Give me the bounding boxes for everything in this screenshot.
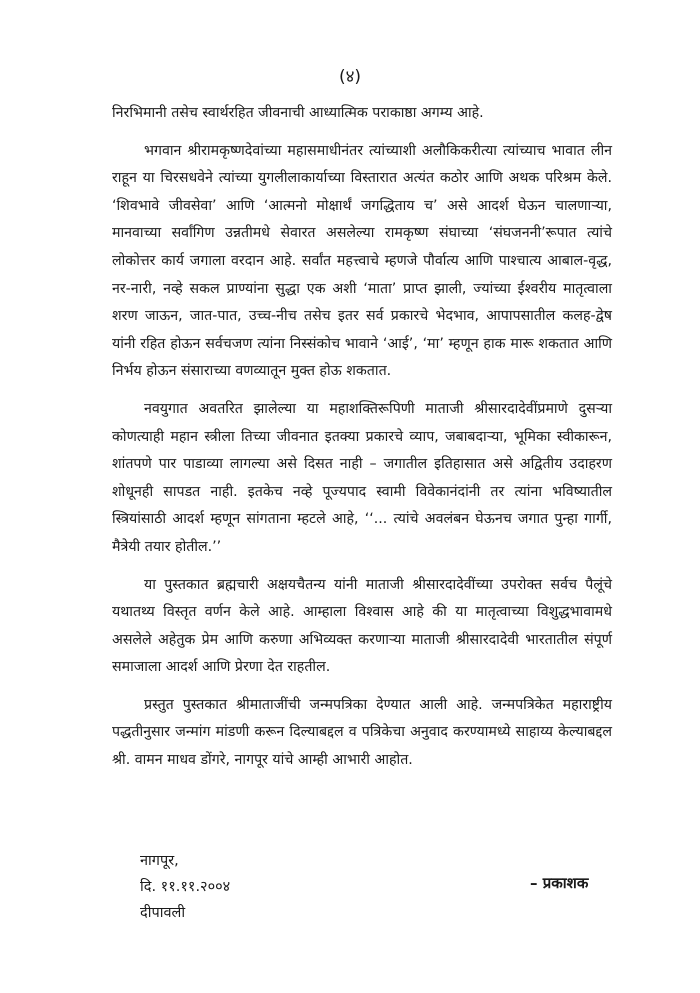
footer-block [140,848,230,926]
paragraph-1: निरभिमानी तसेच स्वार्थरहित जीवनाची आध्यात्मिक पराकाष्ठा अगम्य आहे. [112,105,484,121]
paragraph-3: नवयुगात अवतरित झालेल्या या महाशक्तिरूपिणी माताजी श्रीसारदादेवींप्रमाणे दुसऱ्या कोणत्याही महान स्त्रीला तिच्या जीवनात इतक्या प्रकारचे व्याप, जबाबदाऱ्या, भूमिका स्वीकारून, शांतपणे पार पाडाव्या लागल्या असे दिसत नाही – जगातील इतिहासात असे अद्वितीय उदाहरण शोधूनही सापडत नाही. इतकेच नव्हे पूज्यपाद स्वामी विवेकानंदांनी तर त्यांना भविष्यातील स्त्रियांसाठी आदर्श म्हणून सांगताना म्हटले आहे, ‘‘... त्यांचे अवलंबन घेऊनच जगात पुन्हा गार्गी, मैत्रेयी तयार होतील.’’ [112,400,612,555]
footer-place: नागपूर, [140,853,179,869]
publisher-signature: – प्रकाशक [530,874,589,892]
footer-occasion: दीपावली [140,905,186,921]
paragraph-4: या पुस्तकात ब्रह्मचारी अक्षयचैतन्य यांनी माताजी श्रीसारदादेवींच्या उपरोक्त सर्वच पैलूंचे यथातथ्य विस्तृत वर्णन केले आहे. आम्हाला विश्वास आहे की या मातृत्वाच्या विशुद्धभावामधे असलेले अहेतुक प्रेम आणि करुणा अभिव्यक्त करणाऱ्या माताजी श्रीसारदादेवी भारतातील संपूर्ण समाजाला आदर्श आणि प्रेरणा देत राहतील. [112,576,612,676]
body-text [112,100,612,785]
footer-date: दि. ११.११.२००४ [140,879,231,895]
paragraph-5: प्रस्तुत पुस्तकात श्रीमाताजींची जन्मपत्रिका देण्यात आली आहे. जन्मपत्रिकेत महाराष्ट्रीय पद्धतीनुसार जन्मांग मांडणी करून दिल्याबद्दल व पत्रिकेचा अनुवाद करण्यामध्ये साहाय्य केल्याबद्दल श्री. वामन माधव डोंगरे, नागपूर यांचे आम्ही आभारी आहोत. [112,696,612,769]
paragraph-2: भगवान श्रीरामकृष्णदेवांच्या महासमाधीनंतर त्यांच्याशी अलौकिकरीत्या त्यांच्याच भावात लीन राहून या चिरसधवेने त्यांच्या युगलीलाकार्याच्या विस्तारात अत्यंत कठोर आणि अथक परिश्रम केले. ‘शिवभावे जीवसेवा’ आणि ‘आत्मनो मोक्षार्थं जगद्धिताय च’ असे आदर्श घेऊन चालणाऱ्या, मानवाच्या सर्वांगिण उन्नतीमधे सेवारत असलेल्या रामकृष्ण संघाच्या ‘संघजननी’रूपात त्यांचे लोकोत्तर कार्य जगाला वरदान आहे. सर्वांत महत्त्वाचे म्हणजे पौर्वात्य आणि पाश्चात्य आबाल-वृद्ध, नर-नारी, नव्हे सकल प्राण्यांना सुद्धा एक अशी ‘माता’ प्राप्त झाली, ज्यांच्या ईश्वरीय मातृत्वाला शरण जाऊन, जात-पात, उच्च-नीच तसेच इतर सर्व प्रकारचे भेदभाव, आपापसातील कलह-द्वेष यांनी रहित होऊन सर्वचजण त्यांना निस्संकोच भावाने ‘आई’, ‘मा’ म्हणून हाक मारू शकतात आणि निर्भय होऊन संसाराच्या वणव्यातून मुक्त होऊ शकतात. [112,142,612,380]
page-number: (४) [338,67,362,87]
